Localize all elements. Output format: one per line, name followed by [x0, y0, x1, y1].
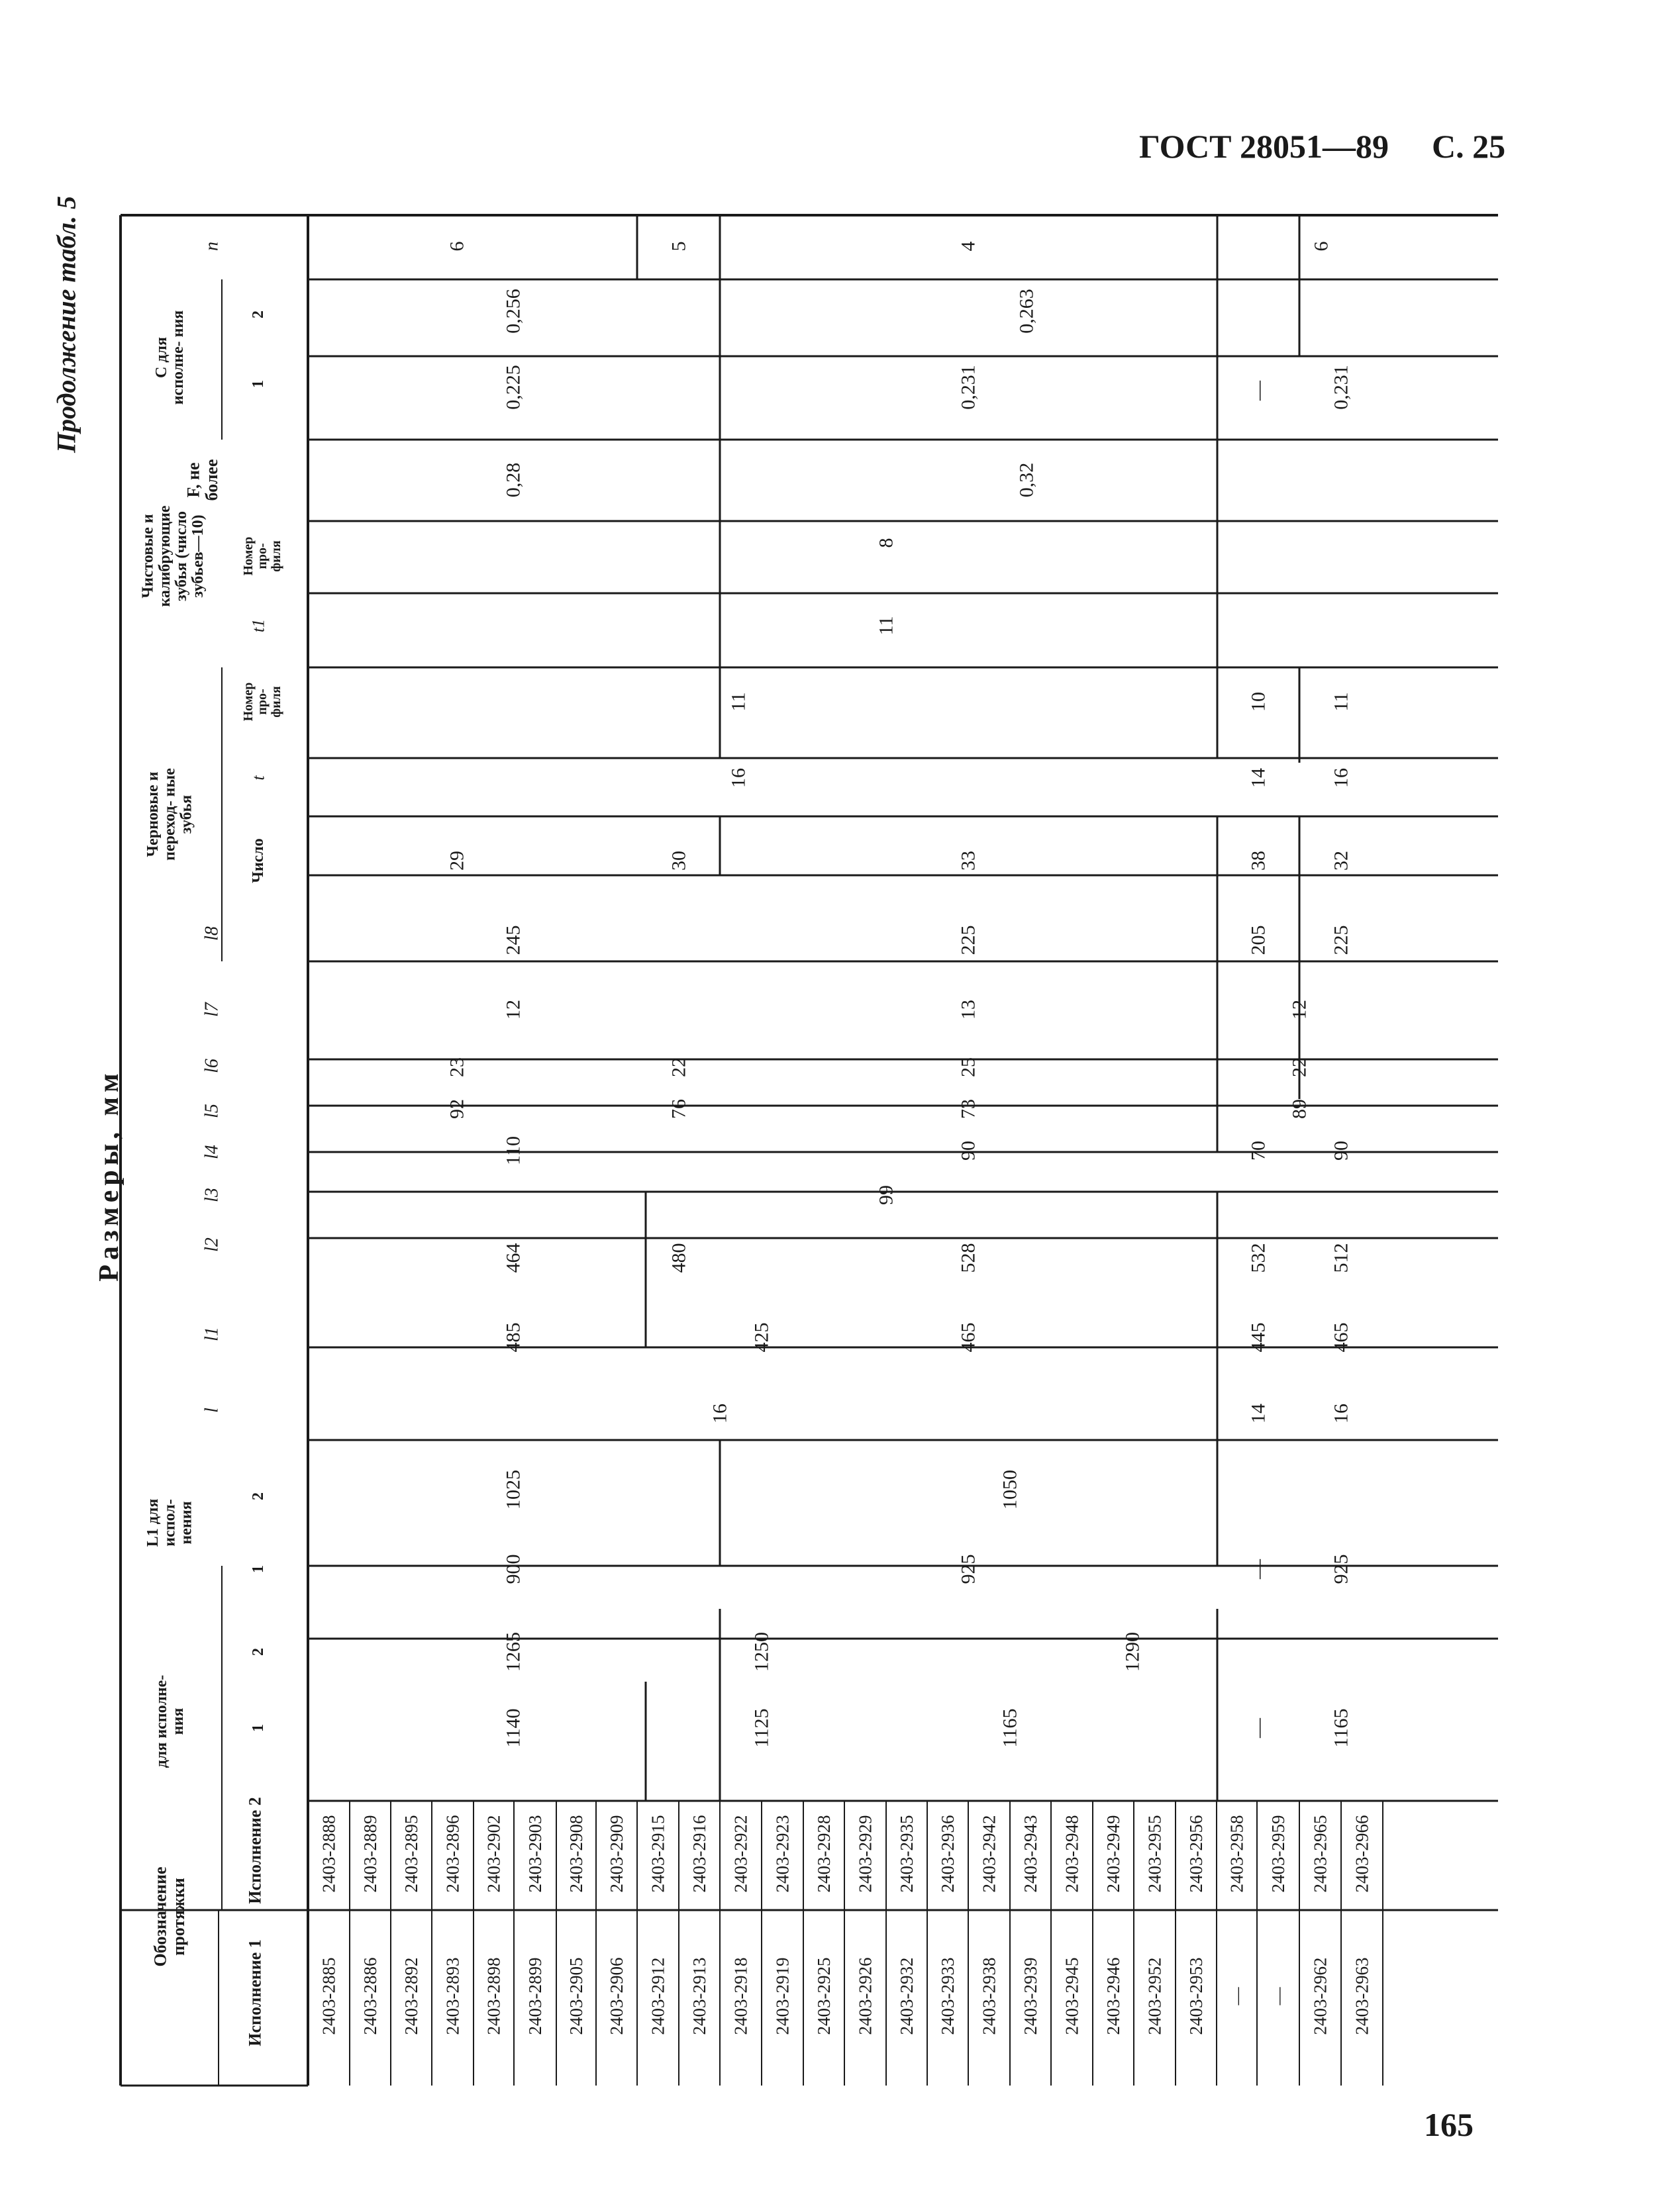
- designation-exec1: 2403-2925: [814, 1957, 834, 2035]
- value-L11-c: —: [1247, 1559, 1270, 1579]
- value-cnt-c: 33: [957, 851, 979, 871]
- designation-exec1: 2403-2885: [319, 1957, 339, 2035]
- value-l1-c: 465: [957, 1322, 979, 1353]
- column-header-l: l: [201, 1408, 223, 1413]
- value-l4-b: 90: [957, 1141, 979, 1161]
- value-F-a: 0,28: [502, 462, 525, 498]
- value-l2-e: 512: [1330, 1243, 1352, 1273]
- value-l5-c: 73: [957, 1099, 979, 1119]
- value-cnt-d: 38: [1247, 851, 1270, 871]
- designation-exec2: 2403-2889: [360, 1815, 380, 1893]
- value-l4-a: 110: [502, 1136, 525, 1165]
- designation-exec1: 2403-2932: [897, 1957, 917, 2035]
- designation-exec2: 2403-2895: [401, 1815, 421, 1893]
- designation-exec2: 2403-2935: [897, 1815, 917, 1893]
- value-l8-d: 225: [1330, 925, 1352, 955]
- value-L12-a: 1025: [502, 1470, 525, 1510]
- designation-exec1: 2403-2886: [360, 1957, 380, 2035]
- designation-exec2: 2403-2916: [689, 1815, 709, 1893]
- column-header-t: t: [248, 775, 268, 781]
- value-n-d: 6: [1310, 241, 1332, 252]
- designation-exec2: 2403-2958: [1227, 1815, 1247, 1893]
- value-L1-b: 1125: [750, 1708, 773, 1748]
- value-l-a: 16: [709, 1404, 731, 1423]
- value-l6-b: 22: [668, 1057, 690, 1077]
- column-header-L1-2: 2: [250, 1492, 267, 1500]
- value-n-c: 4: [957, 241, 979, 252]
- value-L11-d: 925: [1330, 1554, 1352, 1584]
- value-cnt-b: 30: [668, 851, 690, 871]
- value-l1-d: 445: [1247, 1322, 1270, 1353]
- column-header-l7: l7: [201, 1002, 223, 1017]
- value-l7-a: 12: [502, 1000, 525, 1020]
- designation-exec2: 2403-2915: [648, 1815, 668, 1893]
- value-l6-c: 25: [957, 1057, 979, 1077]
- value-L2-a: 1265: [502, 1632, 525, 1672]
- column-header-L1-1: 1: [250, 1565, 267, 1573]
- value-l1-e: 465: [1330, 1322, 1352, 1353]
- value-l7-b: 13: [957, 1000, 979, 1020]
- standard-number: ГОСТ 28051—89: [1139, 128, 1389, 165]
- value-l5-a: 92: [446, 1099, 468, 1119]
- value-l6-a: 23: [446, 1057, 468, 1077]
- value-n-b: 5: [668, 241, 690, 252]
- value-l8-b: 225: [957, 925, 979, 955]
- value-n-a: 6: [446, 241, 468, 252]
- designation-exec2: 2403-2942: [979, 1815, 999, 1893]
- value-l-c: 16: [1330, 1404, 1352, 1423]
- designation-exec2: 2403-2903: [525, 1815, 545, 1893]
- designation-exec1: 2403-2945: [1062, 1957, 1082, 2035]
- designation-exec1: 2403-2899: [525, 1957, 545, 2035]
- column-header-L-2: 2: [250, 1648, 267, 1656]
- value-L1-d: —: [1247, 1718, 1270, 1738]
- value-C1-d: 0,231: [1330, 365, 1352, 410]
- value-l2-a: 464: [502, 1243, 525, 1273]
- value-l1-a: 485: [502, 1322, 525, 1353]
- column-header-l8: l8: [201, 926, 223, 941]
- value-cnt-a: 29: [446, 851, 468, 871]
- value-l-b: 14: [1247, 1404, 1270, 1423]
- column-header-finish: Чистовые икалибрующиезубья (числозубьев—10): [139, 505, 207, 607]
- table-continuation-caption: Продолжение табл. 5: [51, 195, 81, 454]
- designation-exec1: 2403-2946: [1103, 1957, 1123, 2035]
- designation-exec1: 2403-2905: [566, 1957, 586, 2035]
- designation-exec2: 2403-2923: [772, 1815, 793, 1893]
- value-l7-c: 12: [1288, 1000, 1311, 1020]
- designation-exec1: 2403-2918: [730, 1957, 751, 2035]
- page-number: 165: [1424, 2106, 1474, 2143]
- column-header-C-1: 1: [250, 380, 267, 388]
- value-prof-a: 11: [727, 692, 750, 712]
- designation-exec1: 2403-2926: [855, 1957, 876, 2035]
- value-L1-c: 1165: [999, 1708, 1021, 1748]
- column-header-l1: l1: [201, 1327, 223, 1341]
- value-prof-c: 11: [1330, 692, 1352, 712]
- designation-exec1: 2403-2953: [1186, 1957, 1206, 2035]
- value-l6-d: 22: [1288, 1057, 1311, 1077]
- value-l4-c: 70: [1247, 1141, 1270, 1161]
- column-header-C-2: 2: [250, 311, 267, 318]
- column-header-exec2: Исполнение 2: [245, 1797, 265, 1904]
- column-header-t1: t1: [248, 618, 268, 633]
- designation-exec2: 2403-2909: [607, 1815, 627, 1893]
- designation-exec2: 2403-2956: [1186, 1815, 1206, 1893]
- designation-exec1: 2403-2939: [1021, 1957, 1040, 2035]
- designation-exec1: 2403-2962: [1310, 1957, 1330, 2035]
- value-l4-d: 90: [1330, 1141, 1352, 1161]
- column-header-exec1: Исполнение 1: [245, 1939, 265, 2046]
- designation-exec1: 2403-2913: [689, 1957, 709, 2035]
- value-L11-b: 925: [957, 1554, 979, 1584]
- value-C1-b: 0,231: [957, 365, 979, 410]
- column-header-L1: L1 дляиспол-нения: [144, 1498, 195, 1547]
- designation-exec2: 2403-2929: [855, 1815, 876, 1893]
- value-C2-a: 0,256: [502, 289, 525, 334]
- value-L1-e: 1165: [1330, 1708, 1352, 1748]
- value-C1-c: —: [1247, 381, 1270, 401]
- designation-exec2: 2403-2949: [1103, 1815, 1123, 1893]
- value-L1-a: 1140: [502, 1708, 525, 1748]
- designation-exec2: 2403-2943: [1021, 1815, 1040, 1893]
- value-F-b: 0,32: [1015, 462, 1038, 498]
- designation-exec1: 2403-2952: [1144, 1957, 1165, 2035]
- value-t-c: 16: [1330, 768, 1352, 788]
- table-subtitle: Размеры, мм: [94, 1069, 125, 1282]
- designation-exec1: 2403-2938: [979, 1957, 999, 2035]
- value-l5-b: 76: [668, 1099, 690, 1119]
- designation-exec2: 2403-2928: [814, 1815, 834, 1893]
- value-L12-b: 1050: [999, 1470, 1021, 1510]
- column-header-designation: Обозначениепротяжки: [150, 1866, 188, 1967]
- column-header-finish-profile: Номерпро-филя: [241, 536, 283, 576]
- value-t-a: 16: [727, 768, 750, 788]
- page-header-number: С. 25: [1432, 128, 1506, 165]
- designation-exec1: 2403-2893: [442, 1957, 463, 2035]
- value-l8-a: 245: [502, 925, 525, 955]
- column-header-C: C дляисполне- ния: [152, 310, 187, 405]
- designation-exec2: 2403-2959: [1268, 1815, 1288, 1893]
- value-L2-c: 1290: [1121, 1632, 1144, 1672]
- designation-exec1: —: [1268, 1987, 1288, 2005]
- designation-exec1: 2403-2933: [938, 1957, 958, 2035]
- column-header-l5: l5: [201, 1104, 223, 1118]
- value-l3-a: 99: [875, 1185, 897, 1205]
- value-l2-c: 528: [957, 1243, 979, 1273]
- designation-exec1: 2403-2963: [1352, 1957, 1372, 2035]
- designation-exec1: 2403-2892: [401, 1957, 421, 2035]
- designation-exec1: 2403-2906: [607, 1957, 627, 2035]
- column-header-count: Число: [250, 838, 267, 883]
- value-l1-b: 425: [750, 1322, 773, 1353]
- designation-exec2: 2403-2955: [1144, 1815, 1165, 1893]
- designation-exec2: 2403-2965: [1310, 1815, 1330, 1893]
- column-header-l4: l4: [201, 1145, 223, 1159]
- designation-exec2: 2403-2908: [566, 1815, 586, 1893]
- column-header-profile: Номерпро-филя: [241, 682, 283, 722]
- designation-exec1: —: [1227, 1987, 1247, 2005]
- value-l2-d: 532: [1247, 1243, 1270, 1273]
- value-t-b: 14: [1247, 768, 1270, 788]
- column-header-L-1: 1: [250, 1724, 267, 1732]
- value-l2-b: 480: [668, 1243, 690, 1273]
- value-C1-a: 0,225: [502, 365, 525, 410]
- column-header-F: F, неболее: [183, 459, 221, 501]
- value-prof-b: 10: [1247, 692, 1270, 712]
- designation-exec1: 2403-2898: [483, 1957, 504, 2035]
- column-header-n: n: [201, 242, 223, 251]
- designation-exec1: 2403-2912: [648, 1957, 668, 2035]
- value-t1-a: 11: [875, 616, 897, 636]
- column-header-l6: l6: [201, 1059, 223, 1073]
- value-C2-b: 0,263: [1015, 289, 1038, 334]
- designation-exec2: 2403-2922: [730, 1815, 751, 1893]
- designation-exec2: 2403-2936: [938, 1815, 958, 1893]
- designation-exec2: 2403-2896: [442, 1815, 463, 1893]
- designation-exec2: 2403-2888: [319, 1815, 339, 1893]
- designation-exec2: 2403-2948: [1062, 1815, 1082, 1893]
- value-L2-b: 1250: [750, 1632, 773, 1672]
- value-fprof-a: 8: [875, 538, 897, 548]
- column-header-l3: l3: [201, 1188, 223, 1202]
- value-cnt-e: 32: [1330, 851, 1352, 871]
- designation-exec2: 2403-2966: [1352, 1815, 1372, 1893]
- column-header-l2: l2: [201, 1237, 223, 1252]
- value-L11-a: 900: [502, 1554, 525, 1584]
- column-header-rough: Черновые ипереход- ныезубья: [144, 768, 195, 861]
- value-l8-c: 205: [1247, 925, 1270, 955]
- designation-exec2: 2403-2902: [483, 1815, 504, 1893]
- value-l5-d: 89: [1288, 1099, 1311, 1119]
- designation-exec1: 2403-2919: [772, 1957, 793, 2035]
- column-header-L: для исполне-ния: [152, 1674, 187, 1768]
